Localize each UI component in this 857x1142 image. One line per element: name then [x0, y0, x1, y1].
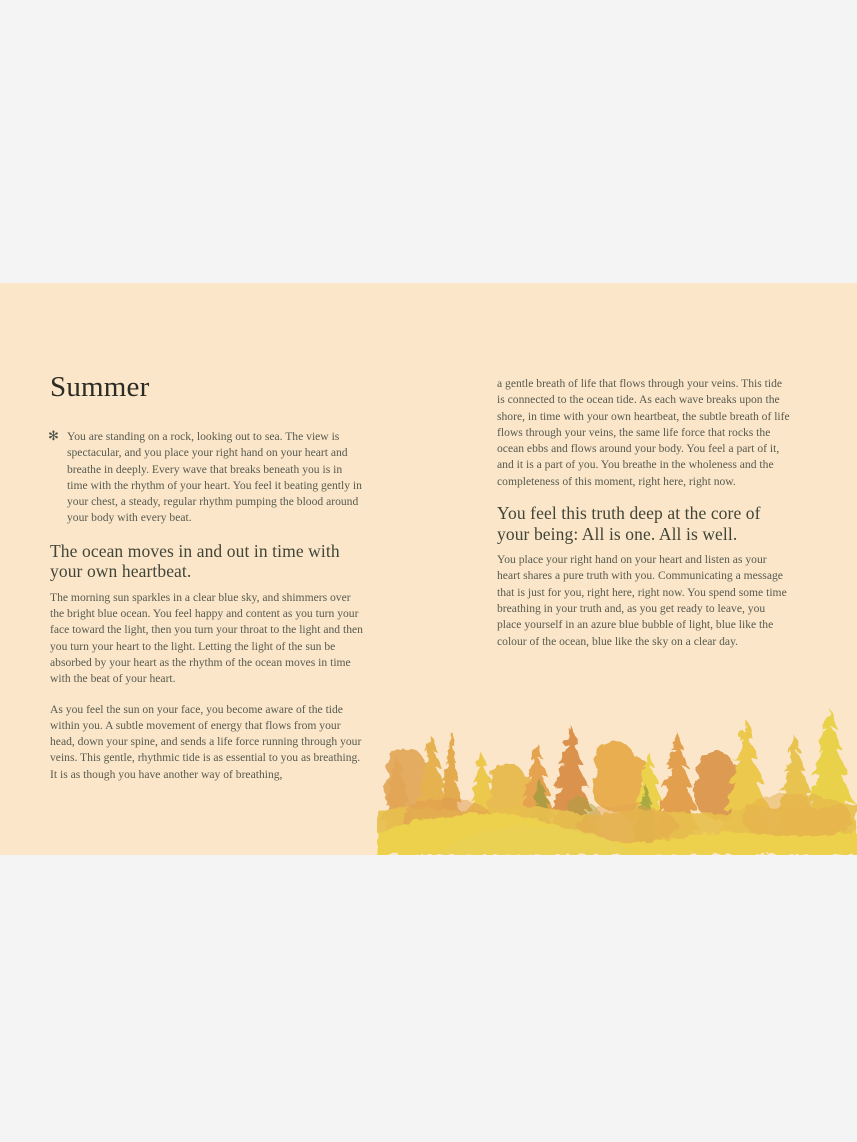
left-page-column	[50, 371, 364, 783]
paragraph-morning-sun: The morning sun sparkles in a clear blue sky, and shimmers over the bright blue ocean. You feel happy and content as you turn your face toward the light, then you turn your throat to the light and then you turn your heart to the light. Letting the light of the sun be absorbed by your heart as the rhythm of the ocean moves in time with the beat of your heart.	[50, 590, 363, 686]
section-heading-ocean: The ocean moves in and out in time with your own heartbeat.	[50, 540, 340, 582]
right-page-column	[497, 376, 791, 650]
book-page-spread	[0, 283, 857, 855]
opening-paragraph-text: You are standing on a rock, looking out to sea. The view is spectacular, and you place your right hand on your heart and breathe in deeply. Every wave that breaks beneath you is in time with the rhythm of your heart. You feel it beating gently in your chest, a steady, regular rhythm pumping the blood around your body with every beat.	[67, 430, 362, 525]
trees-illustration	[377, 700, 857, 855]
paragraph-tide-within: As you feel the sun on your face, you become aware of the tide within you. A subtle movement of energy that flows from your head, down your spine, and sends a life force running through your veins. This gentle, rhythmic tide is as essential to you as breathing. It is as though you have another way of breathing,	[50, 702, 362, 781]
page-title: Summer	[50, 371, 150, 403]
paragraph-pure-truth: You place your right hand on your heart and listen as your heart shares a pure truth with you. Communicating a message that is just for you, right here, right now. You spend some time breathing in your truth and, as you get ready to leave, you place yourself in an azure blue bubble of light, blue like the colour of the ocean, blue like the sky on a clear day.	[497, 553, 787, 648]
watercolor-trees-svg	[377, 700, 857, 855]
section-heading-truth: You feel this truth deep at the core of your being: All is one. All is well.	[497, 503, 761, 544]
asterisk-marker-icon: ✻	[48, 429, 59, 444]
opening-paragraph	[50, 429, 364, 527]
paragraph-breath-of-life: a gentle breath of life that flows through your veins. This tide is connected to the ocean tide. As each wave breaks upon the shore, in time with your own heartbeat, the subtle breath of life flows through your veins, the same life force that rocks the ocean ebbs and flows around your body. You feel a part of it, and it is a part of you. You breathe in the wholeness and the completeness of this moment, right here, right now.	[497, 377, 790, 488]
